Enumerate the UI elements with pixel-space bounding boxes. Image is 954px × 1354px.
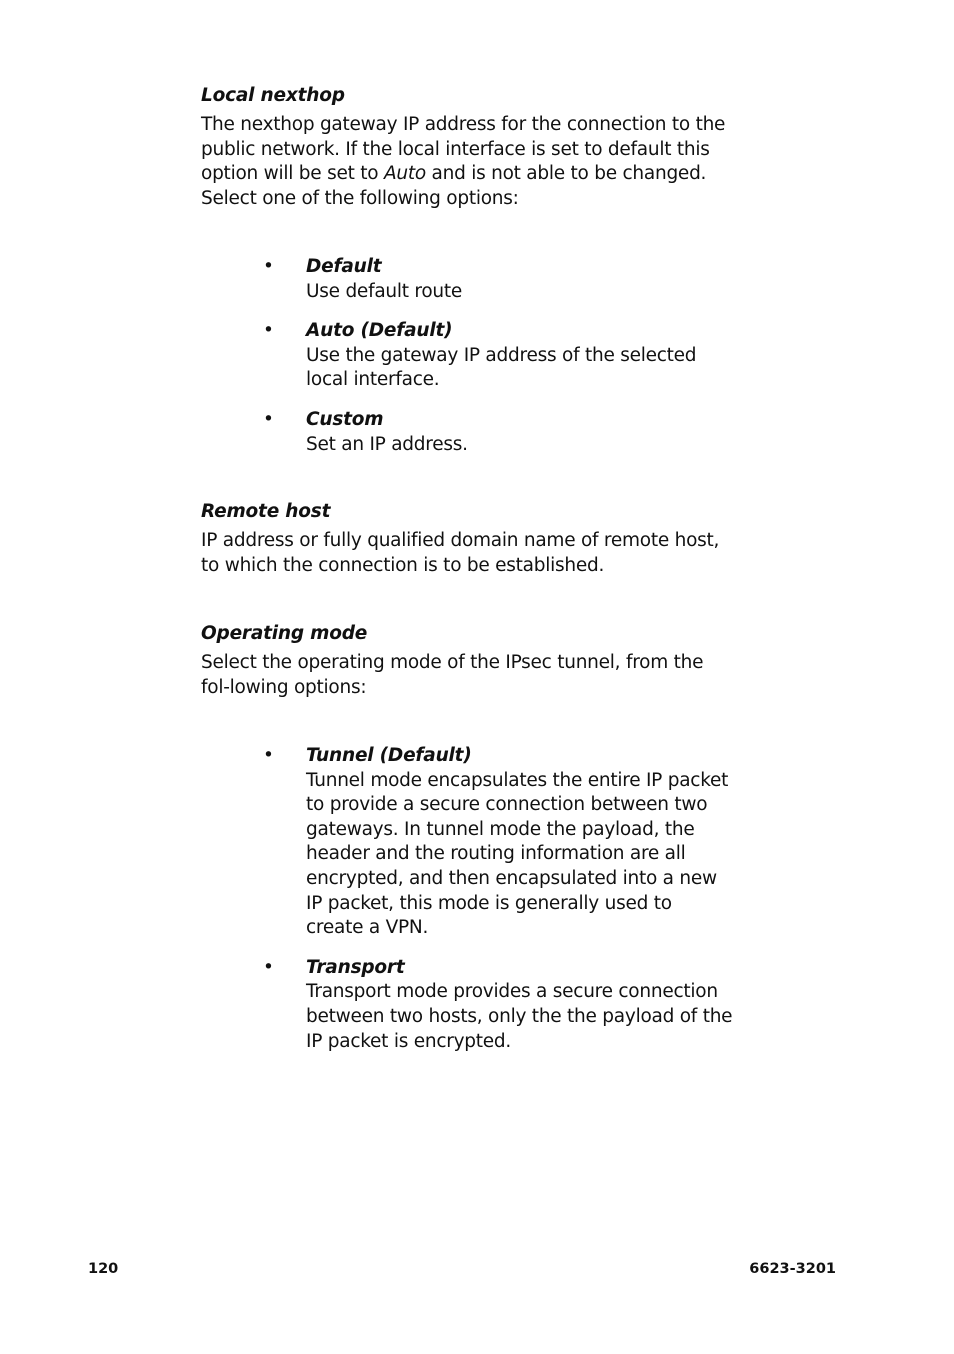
option-tunnel-default xyxy=(263,744,733,941)
options-list-operating-mode xyxy=(263,744,733,1069)
section-remote-host xyxy=(201,500,731,578)
page-number: 120 xyxy=(88,1261,119,1277)
option-default xyxy=(263,255,733,304)
bullet-glyph: • xyxy=(263,256,274,277)
document-number: 6623-3201 xyxy=(749,1261,836,1277)
option-auto-default xyxy=(263,319,733,393)
bullet-glyph: • xyxy=(263,408,274,430)
description-text-part: The nexthop gateway IP address for the connection to the public network. If the local interface is set to default this option will be set to xyxy=(201,114,726,185)
section-description-operating-mode: Select the operating mode of the IPsec tunnel, from the fol-lowing options: xyxy=(201,652,704,698)
description-emphasis-auto: Auto xyxy=(383,163,426,185)
option-custom xyxy=(263,408,733,457)
section-heading-operating-mode: Operating mode xyxy=(201,623,368,644)
description-text-part: and is not able to be changed. Select one of the following options: xyxy=(201,163,707,209)
section-description-local-nexthop xyxy=(201,113,731,211)
section-operating-mode xyxy=(201,622,731,700)
section-heading-local-nexthop: Local nexthop xyxy=(201,85,345,106)
option-title: Auto (Default) xyxy=(306,320,453,342)
section-heading-remote-host: Remote host xyxy=(201,501,331,522)
section-description-remote-host: IP address or fully qualified domain name of remote host, to which the connection is to be established. xyxy=(201,530,720,576)
option-title: Transport xyxy=(306,956,405,978)
option-title: Default xyxy=(306,256,382,277)
option-title: Custom xyxy=(306,408,384,430)
option-description: Set an IP address. xyxy=(306,433,468,455)
option-title: Tunnel (Default) xyxy=(306,745,472,766)
option-description: Tunnel mode encapsulates the entire IP packet to provide a secure connection between two gateways. In tunnel mode the payload, the header and the routing information are all encrypted, and then encapsulated into a new IP packet, this mode is generally used to create a VPN. xyxy=(306,769,729,939)
option-transport xyxy=(263,956,733,1054)
options-list-local-nexthop xyxy=(263,255,733,472)
option-description: Use the gateway IP address of the selected local interface. xyxy=(306,344,697,391)
section-local-nexthop xyxy=(201,84,731,211)
bullet-glyph: • xyxy=(263,320,274,342)
option-description: Transport mode provides a secure connection between two hosts, only the the payload of the IP packet is encrypted. xyxy=(306,981,733,1052)
bullet-glyph: • xyxy=(263,956,274,978)
bullet-glyph: • xyxy=(263,745,274,766)
option-description: Use default route xyxy=(306,280,463,302)
